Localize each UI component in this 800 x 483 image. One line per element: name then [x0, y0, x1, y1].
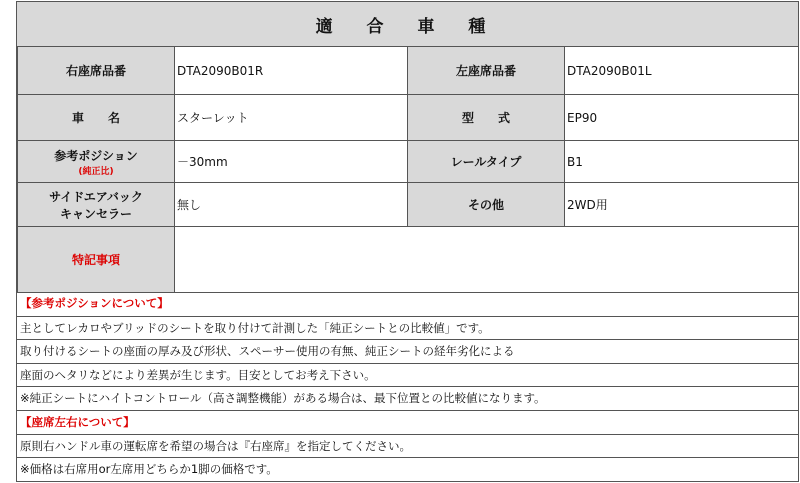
compatibility-sheet	[16, 1, 799, 482]
rail-type-label: レールタイプ	[408, 141, 565, 183]
seat-right-label: 右座席品番	[18, 47, 175, 95]
other-label: その他	[408, 183, 565, 227]
rail-type-value: B1	[565, 141, 799, 183]
table-row	[18, 183, 799, 227]
spec-table	[17, 46, 799, 293]
special-notes-value	[175, 227, 799, 293]
table-row	[18, 95, 799, 141]
seat-left-label: 左座席品番	[408, 47, 565, 95]
note-line: ※価格は右席用or左席用どちらか1脚の価格です。	[17, 457, 798, 481]
ref-position-title: 参考ポジション	[54, 148, 138, 163]
ref-position-label	[18, 141, 175, 183]
notes-section	[17, 292, 798, 481]
airbag-value: 無し	[175, 183, 408, 227]
note-heading-seat-side: 【座席左右について】	[17, 410, 798, 434]
note-line: 主としてレカロやブリッドのシートを取り付けて計測した「純正シートとの比較値」です。	[17, 316, 798, 340]
table-row	[18, 47, 799, 95]
airbag-label-line1: サイドエアバック	[49, 189, 143, 204]
ref-position-value: －30mm	[175, 141, 408, 183]
car-name-label: 車 名	[18, 95, 175, 141]
airbag-label	[18, 183, 175, 227]
model-value: EP90	[565, 95, 799, 141]
seat-left-value: DTA2090B01L	[565, 47, 799, 95]
airbag-label-line2: キャンセラー	[59, 206, 132, 221]
note-line: 取り付けるシートの座面の厚み及び形状、スペーサー使用の有無、純正シートの経年劣化による	[17, 339, 798, 363]
car-name-value: スターレット	[175, 95, 408, 141]
note-line: 原則右ハンドル車の運転席を希望の場合は『右座席』を指定してください。	[17, 434, 798, 458]
note-line: ※純正シートにハイトコントロール（高さ調整機能）がある場合は、最下位置との比較値になります。	[17, 386, 798, 410]
model-label: 型 式	[408, 95, 565, 141]
ref-position-sublabel: (純正比)	[78, 166, 114, 177]
note-line: 座面のヘタリなどにより差異が生じます。目安としてお考え下さい。	[17, 363, 798, 387]
special-notes-label: 特記事項	[18, 227, 175, 293]
table-row	[18, 227, 799, 293]
note-heading-position: 【参考ポジションについて】	[20, 296, 169, 310]
page-title: 適 合 車 種	[17, 2, 798, 47]
seat-right-value: DTA2090B01R	[175, 47, 408, 95]
other-value: 2WD用	[565, 183, 799, 227]
table-row	[18, 141, 799, 183]
